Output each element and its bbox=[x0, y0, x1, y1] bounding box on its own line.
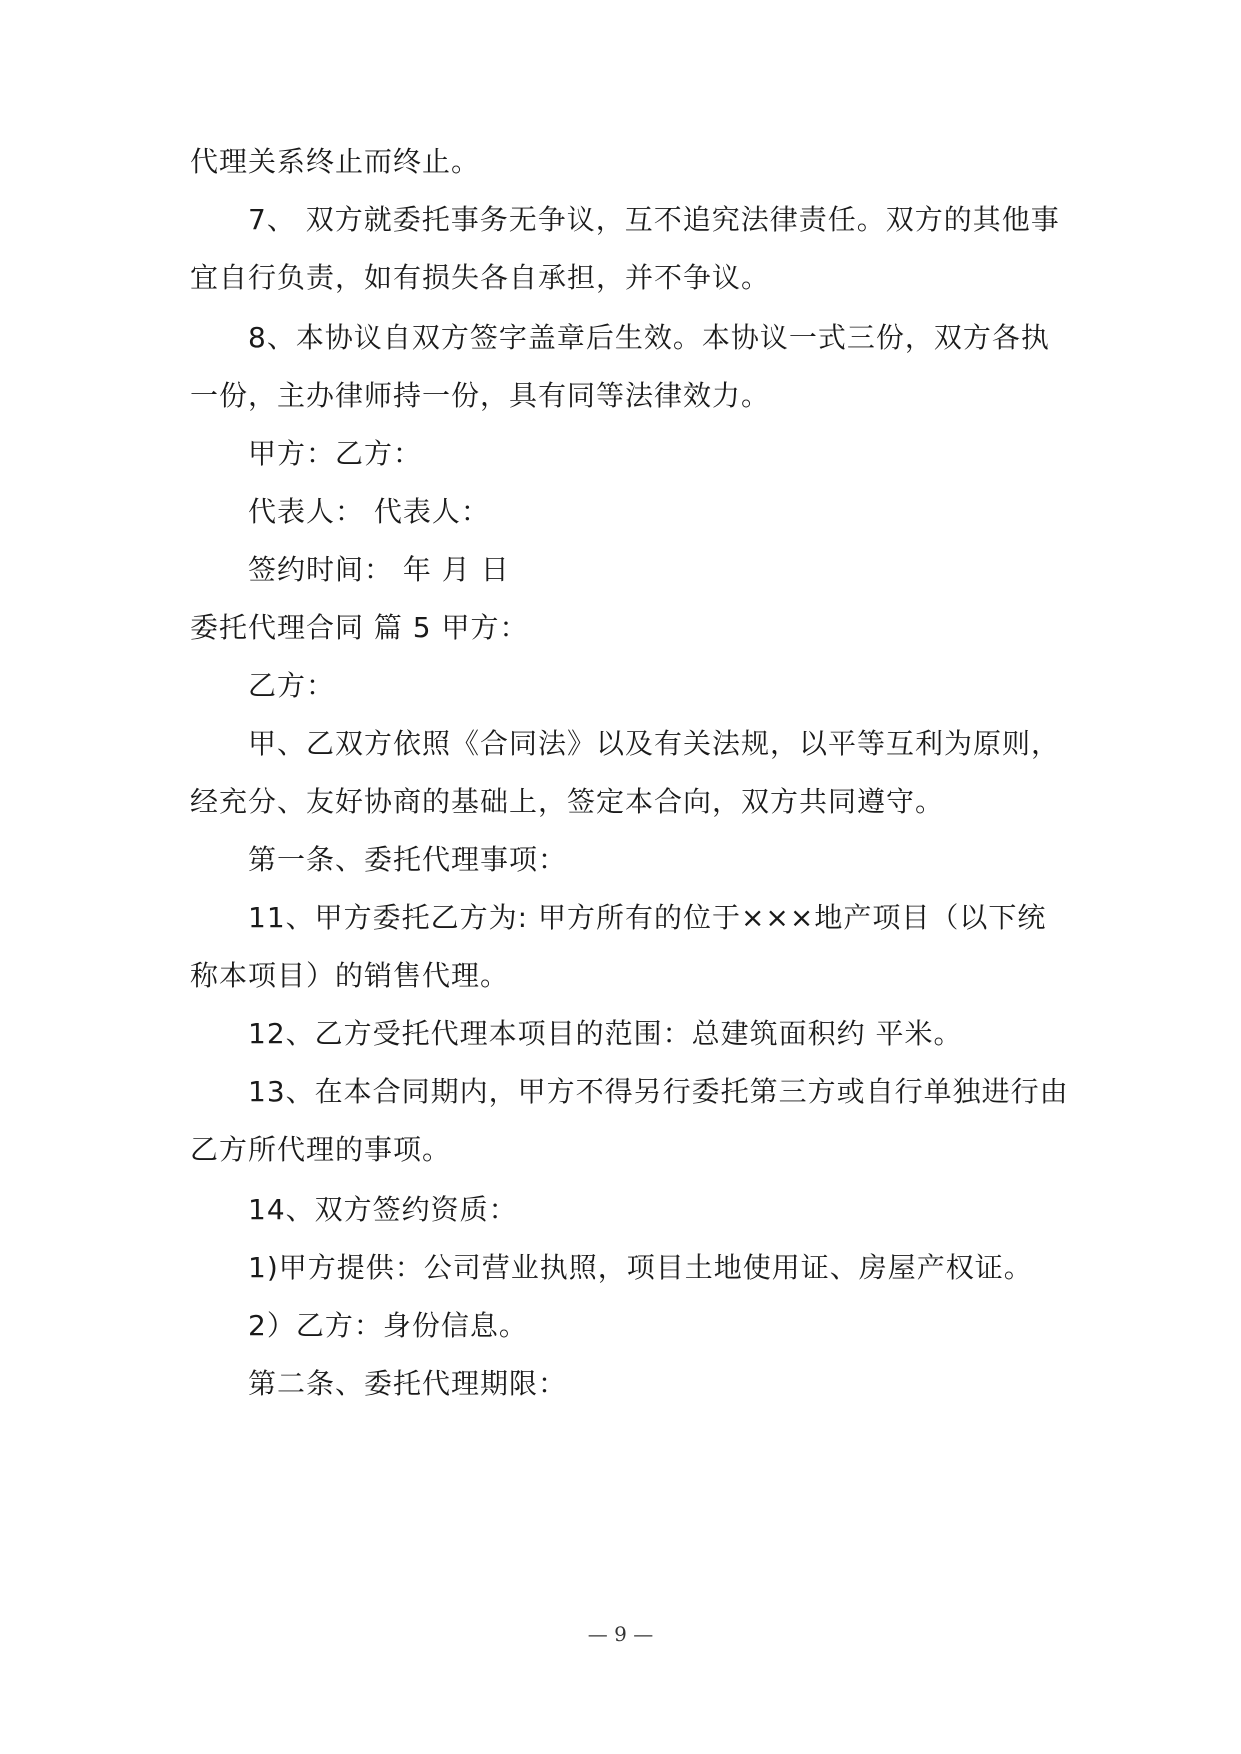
clause-14-item-1: 1)甲方提供：公司营业执照，项目土地使用证、房屋产权证。 bbox=[248, 1251, 1033, 1284]
clause-11-line-1: 11、甲方委托乙方为: 甲方所有的位于×××地产项目（以下统 bbox=[248, 901, 1047, 934]
contract-heading: 委托代理合同 篇 5 甲方： bbox=[190, 611, 529, 644]
clause-8-line-1: 8、本协议自双方签字盖章后生效。本协议一式三份，双方各执 bbox=[248, 321, 1050, 354]
preamble-line-1: 甲、乙双方依照《合同法》以及有关法规，以平等互利为原则， bbox=[248, 727, 1061, 760]
clause-12-line: 12、乙方受托代理本项目的范围：总建筑面积约 平米。 bbox=[248, 1017, 963, 1050]
clause-13-line-2: 乙方所代理的事项。 bbox=[190, 1133, 452, 1166]
clause-11-line-2: 称本项目）的销售代理。 bbox=[190, 959, 510, 992]
text-line-1: 代理关系终止而终止。 bbox=[190, 145, 481, 178]
representatives-line: 代表人： 代表人： bbox=[248, 495, 490, 528]
parties-line: 甲方：乙方： bbox=[248, 437, 423, 470]
clause-8-line-2: 一份，主办律师持一份，具有同等法律效力。 bbox=[190, 379, 771, 412]
clause-7-line-2: 宜自行负责，如有损失各自承担，并不争议。 bbox=[190, 261, 771, 294]
clause-14-line: 14、双方签约资质： bbox=[248, 1193, 518, 1226]
clause-13-line-1: 13、在本合同期内，甲方不得另行委托第三方或自行单独进行由 bbox=[248, 1075, 1069, 1108]
preamble-line-2: 经充分、友好协商的基础上，签定本合向，双方共同遵守。 bbox=[190, 785, 945, 818]
signing-date-line: 签约时间： 年 月 日 bbox=[248, 553, 510, 586]
page-number: — 9 — bbox=[587, 1622, 654, 1646]
article-1-heading: 第一条、委托代理事项： bbox=[248, 843, 568, 876]
article-2-heading: 第二条、委托代理期限： bbox=[248, 1367, 568, 1400]
clause-14-item-2: 2）乙方：身份信息。 bbox=[248, 1309, 528, 1342]
clause-7-line-1: 7、 双方就委托事务无争议，互不追究法律责任。双方的其他事 bbox=[248, 203, 1060, 236]
party-b-line: 乙方： bbox=[248, 669, 336, 702]
